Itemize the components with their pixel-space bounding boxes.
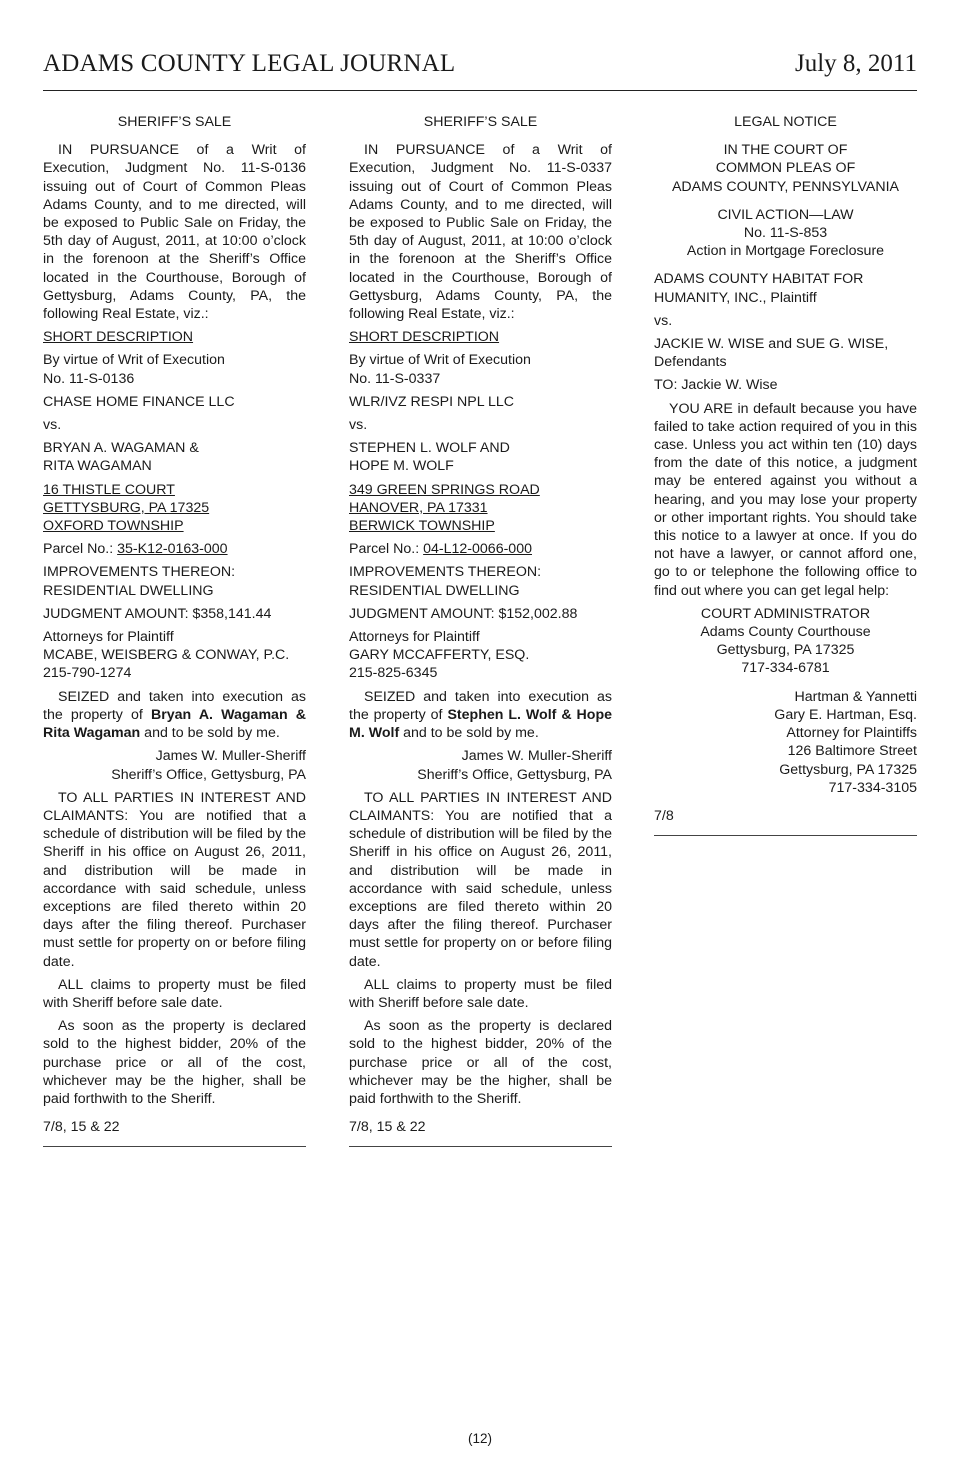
notice-end-rule [654,835,917,836]
attorney-phone: 215-790-1274 [43,665,132,682]
attorneys [349,628,612,683]
writ-line: By virtue of Writ of Execution [43,352,225,369]
masthead [43,50,917,85]
intro-paragraph: IN PURSUANCE of a Writ of Execution, Judgment No. 11-S-0337 issuing out of Court of Common Pleas Adams County, and to me directed, will be exposed to Public Sale on Friday, the 5th day of August, 2011, at 10:00 o’clock in the forenoon at the Sheriff’s Office located in the Courthouse, Borough of Gettysburg, Adams County, PA, the following Real Estate, viz.: [349,142,612,323]
firm-phone: 717-334-3105 [828,779,917,796]
address-line-1: 349 GREEN SPRINGS ROAD [349,481,540,498]
attorneys [43,628,306,683]
writ-block [43,351,306,387]
versus: vs. [43,417,62,434]
defendant-line-2: HOPE M. WOLF [349,458,454,475]
attorney-phone: 215-825-6345 [349,665,438,682]
defendant-line-2: Defendants [654,354,727,371]
action-description: Action in Mortgage Foreclosure [686,243,885,260]
writ-number: No. 11-S-0337 [349,370,441,387]
parcel-label: Parcel No.: [349,541,424,558]
firm-name: Hartman & Yannetti [794,688,917,705]
seized-text-end: and to be sold by me. [140,725,280,742]
short-description: SHORT DESCRIPTION [349,329,500,346]
firm-street: 126 Baltimore Street [787,743,917,760]
header-rule [43,90,917,91]
defendant-line-1: BRYAN A. WAGAMAN & [43,440,199,457]
improvements-line-1: IMPROVEMENTS THEREON: [43,564,236,581]
to-all-parties: TO ALL PARTIES IN INTEREST AND CLAIMANTS: You are notified that a schedule of distribution will be filed by the Sheriff in his office on August 26, 2011, and distribution will be made in accordance with said schedule, unless exceptions are filed thereto within 20 days after the filing thereof. Purchaser must settle for property on or before filing date. [349,789,612,970]
publication-dates: 7/8 [654,807,674,824]
notice-legal [654,113,917,836]
parcel-label: Parcel No.: [43,541,118,558]
improvements [349,563,612,599]
plaintiff: CHASE HOME FINANCE LLC [43,393,235,410]
seized-text: SEIZED and taken into execution as the property of [349,688,612,723]
parcel-line [43,540,306,558]
sheriff-signature [349,747,612,783]
versus: vs. [654,312,673,329]
firm-role: Attorney for Plaintiffs [786,725,917,742]
address-line-3: BERWICK TOWNSHIP [349,518,495,535]
action-caption [654,206,917,261]
sheriff-office: Sheriff’s Office, Gettysburg, PA [111,766,306,783]
seized-paragraph [349,688,612,743]
defendants [43,439,306,475]
defendants [349,439,612,475]
judgment-amount: JUDGMENT AMOUNT: $358,141.44 [43,605,272,622]
firm-attorney: Gary E. Hartman, Esq. [774,706,917,723]
versus: vs. [349,417,368,434]
admin-line-3: Gettysburg, PA 17325 [716,642,855,659]
sheriff-name: James W. Muller-Sheriff [155,748,306,765]
court-caption [654,141,917,196]
notice-end-rule [43,1146,306,1147]
short-description: SHORT DESCRIPTION [43,329,194,346]
admin-line-1: COURT ADMINISTRATOR [700,605,871,622]
parcel-line [349,540,612,558]
publication-dates: 7/8, 15 & 22 [43,1119,120,1136]
sheriff-office: Sheriff’s Office, Gettysburg, PA [417,766,612,783]
defendant-line-2: RITA WAGAMAN [43,458,152,475]
improvements [43,563,306,599]
attorneys-label: Attorneys for Plaintiff [43,629,174,646]
improvements-line-2: RESIDENTIAL DWELLING [349,582,520,599]
notice-sheriff-sale-1 [43,113,306,1147]
court-line-1: IN THE COURT OF [723,142,848,159]
property-address [43,481,306,536]
notice-heading: LEGAL NOTICE [734,114,837,130]
sheriff-name: James W. Muller-Sheriff [461,748,612,765]
claims-paragraph: ALL claims to property must be filed with Sheriff before sale date. [43,976,306,1011]
publication-dates: 7/8, 15 & 22 [349,1119,426,1136]
address-line-2: HANOVER, PA 17331 [349,499,488,516]
notice-sheriff-sale-2 [349,113,612,1147]
plaintiff: WLR/IVZ RESPI NPL LLC [349,393,515,410]
seized-text: SEIZED and taken into execution as the property of [43,688,306,723]
address-line-1: 16 THISTLE COURT [43,481,175,498]
action-type: CIVIL ACTION—LAW [717,206,854,223]
parcel-number: 04-L12-0066-000 [423,541,532,558]
law-firm-signature [654,688,917,797]
case-number: No. 11-S-853 [743,225,828,242]
writ-number: No. 11-S-0136 [43,370,135,387]
payment-paragraph: As soon as the property is declared sold to the highest bidder, 20% of the purchase price or all of the cost, whichever may be the higher, shall be paid forthwith to the Sheriff. [349,1018,612,1107]
seized-owners: Stephen L. Wolf & Hope M. Wolf [349,706,612,742]
plaintiff-line-1: ADAMS COUNTY HABITAT FOR [654,271,864,288]
addressee: TO: Jackie W. Wise [654,377,778,394]
court-administrator [654,605,917,678]
plaintiff [654,270,917,306]
notice-heading: SHERIFF’S SALE [117,114,232,130]
payment-paragraph: As soon as the property is declared sold to the highest bidder, 20% of the purchase price or all of the cost, whichever may be the higher, shall be paid forthwith to the Sheriff. [43,1018,306,1107]
default-notice-body: YOU ARE in default because you have failed to take action required of you in this case. Unless you act within ten (10) days from the date of this notice, a judgment may be entered against you without a hearing, and you may lose your property or other important rights. You should take this notice to a lawyer at once. If you do not have a lawyer, or cannot afford one, go to or telephone the following office to find out where you can get legal help: [654,400,917,599]
judgment-amount: JUDGMENT AMOUNT: $152,002.88 [349,605,578,622]
writ-block [349,351,612,387]
defendant-line-1: STEPHEN L. WOLF AND [349,440,510,457]
property-address [349,481,612,536]
notice-end-rule [349,1146,612,1147]
court-line-3: ADAMS COUNTY, PENNSYLVANIA [671,178,900,195]
issue-date: July 8, 2011 [795,50,917,77]
attorneys-label: Attorneys for Plaintiff [349,629,480,646]
sheriff-signature [43,747,306,783]
seized-text-end: and to be sold by me. [399,725,539,742]
claims-paragraph: ALL claims to property must be filed with Sheriff before sale date. [349,976,612,1011]
notice-heading: SHERIFF’S SALE [423,114,538,130]
admin-phone: 717-334-6781 [741,660,830,677]
court-line-2: COMMON PLEAS OF [715,160,856,177]
intro-paragraph: IN PURSUANCE of a Writ of Execution, Judgment No. 11-S-0136 issuing out of Court of Common Pleas Adams County, and to me directed, will be exposed to Public Sale on Friday, the 5th day of August, 2011, at 10:00 o’clock in the forenoon at the Sheriff’s Office located in the Courthouse, Borough of Gettysburg, Adams County, PA, the following Real Estate, viz.: [43,142,306,323]
attorney-name: GARY MCCAFFERTY, ESQ. [349,647,530,664]
journal-title: ADAMS COUNTY LEGAL JOURNAL [43,50,456,77]
attorney-name: MCABE, WEISBERG & CONWAY, P.C. [43,647,290,664]
seized-owners: Bryan A. Wagaman & Rita Wagaman [43,706,306,742]
seized-paragraph [43,688,306,743]
firm-city: Gettysburg, PA 17325 [779,761,917,778]
defendants [654,335,917,371]
to-all-parties: TO ALL PARTIES IN INTEREST AND CLAIMANTS: You are notified that a schedule of distribution will be filed by the Sheriff in his office on August 26, 2011, and distribution will be made in accordance with said schedule, unless exceptions are filed thereto within 20 days after the filing thereof. Purchaser must settle for property on or before filing date. [43,789,306,970]
writ-line: By virtue of Writ of Execution [349,352,531,369]
page-number: (12) [467,1431,492,1446]
parcel-number: 35-K12-0163-000 [117,541,228,558]
defendant-line-1: JACKIE W. WISE and SUE G. WISE, [654,336,889,353]
plaintiff-line-2: HUMANITY, INC., Plaintiff [654,289,817,306]
improvements-line-1: IMPROVEMENTS THEREON: [349,564,542,581]
address-line-3: OXFORD TOWNSHIP [43,518,184,535]
address-line-2: GETTYSBURG, PA 17325 [43,499,210,516]
admin-line-2: Adams County Courthouse [700,624,871,641]
improvements-line-2: RESIDENTIAL DWELLING [43,582,214,599]
